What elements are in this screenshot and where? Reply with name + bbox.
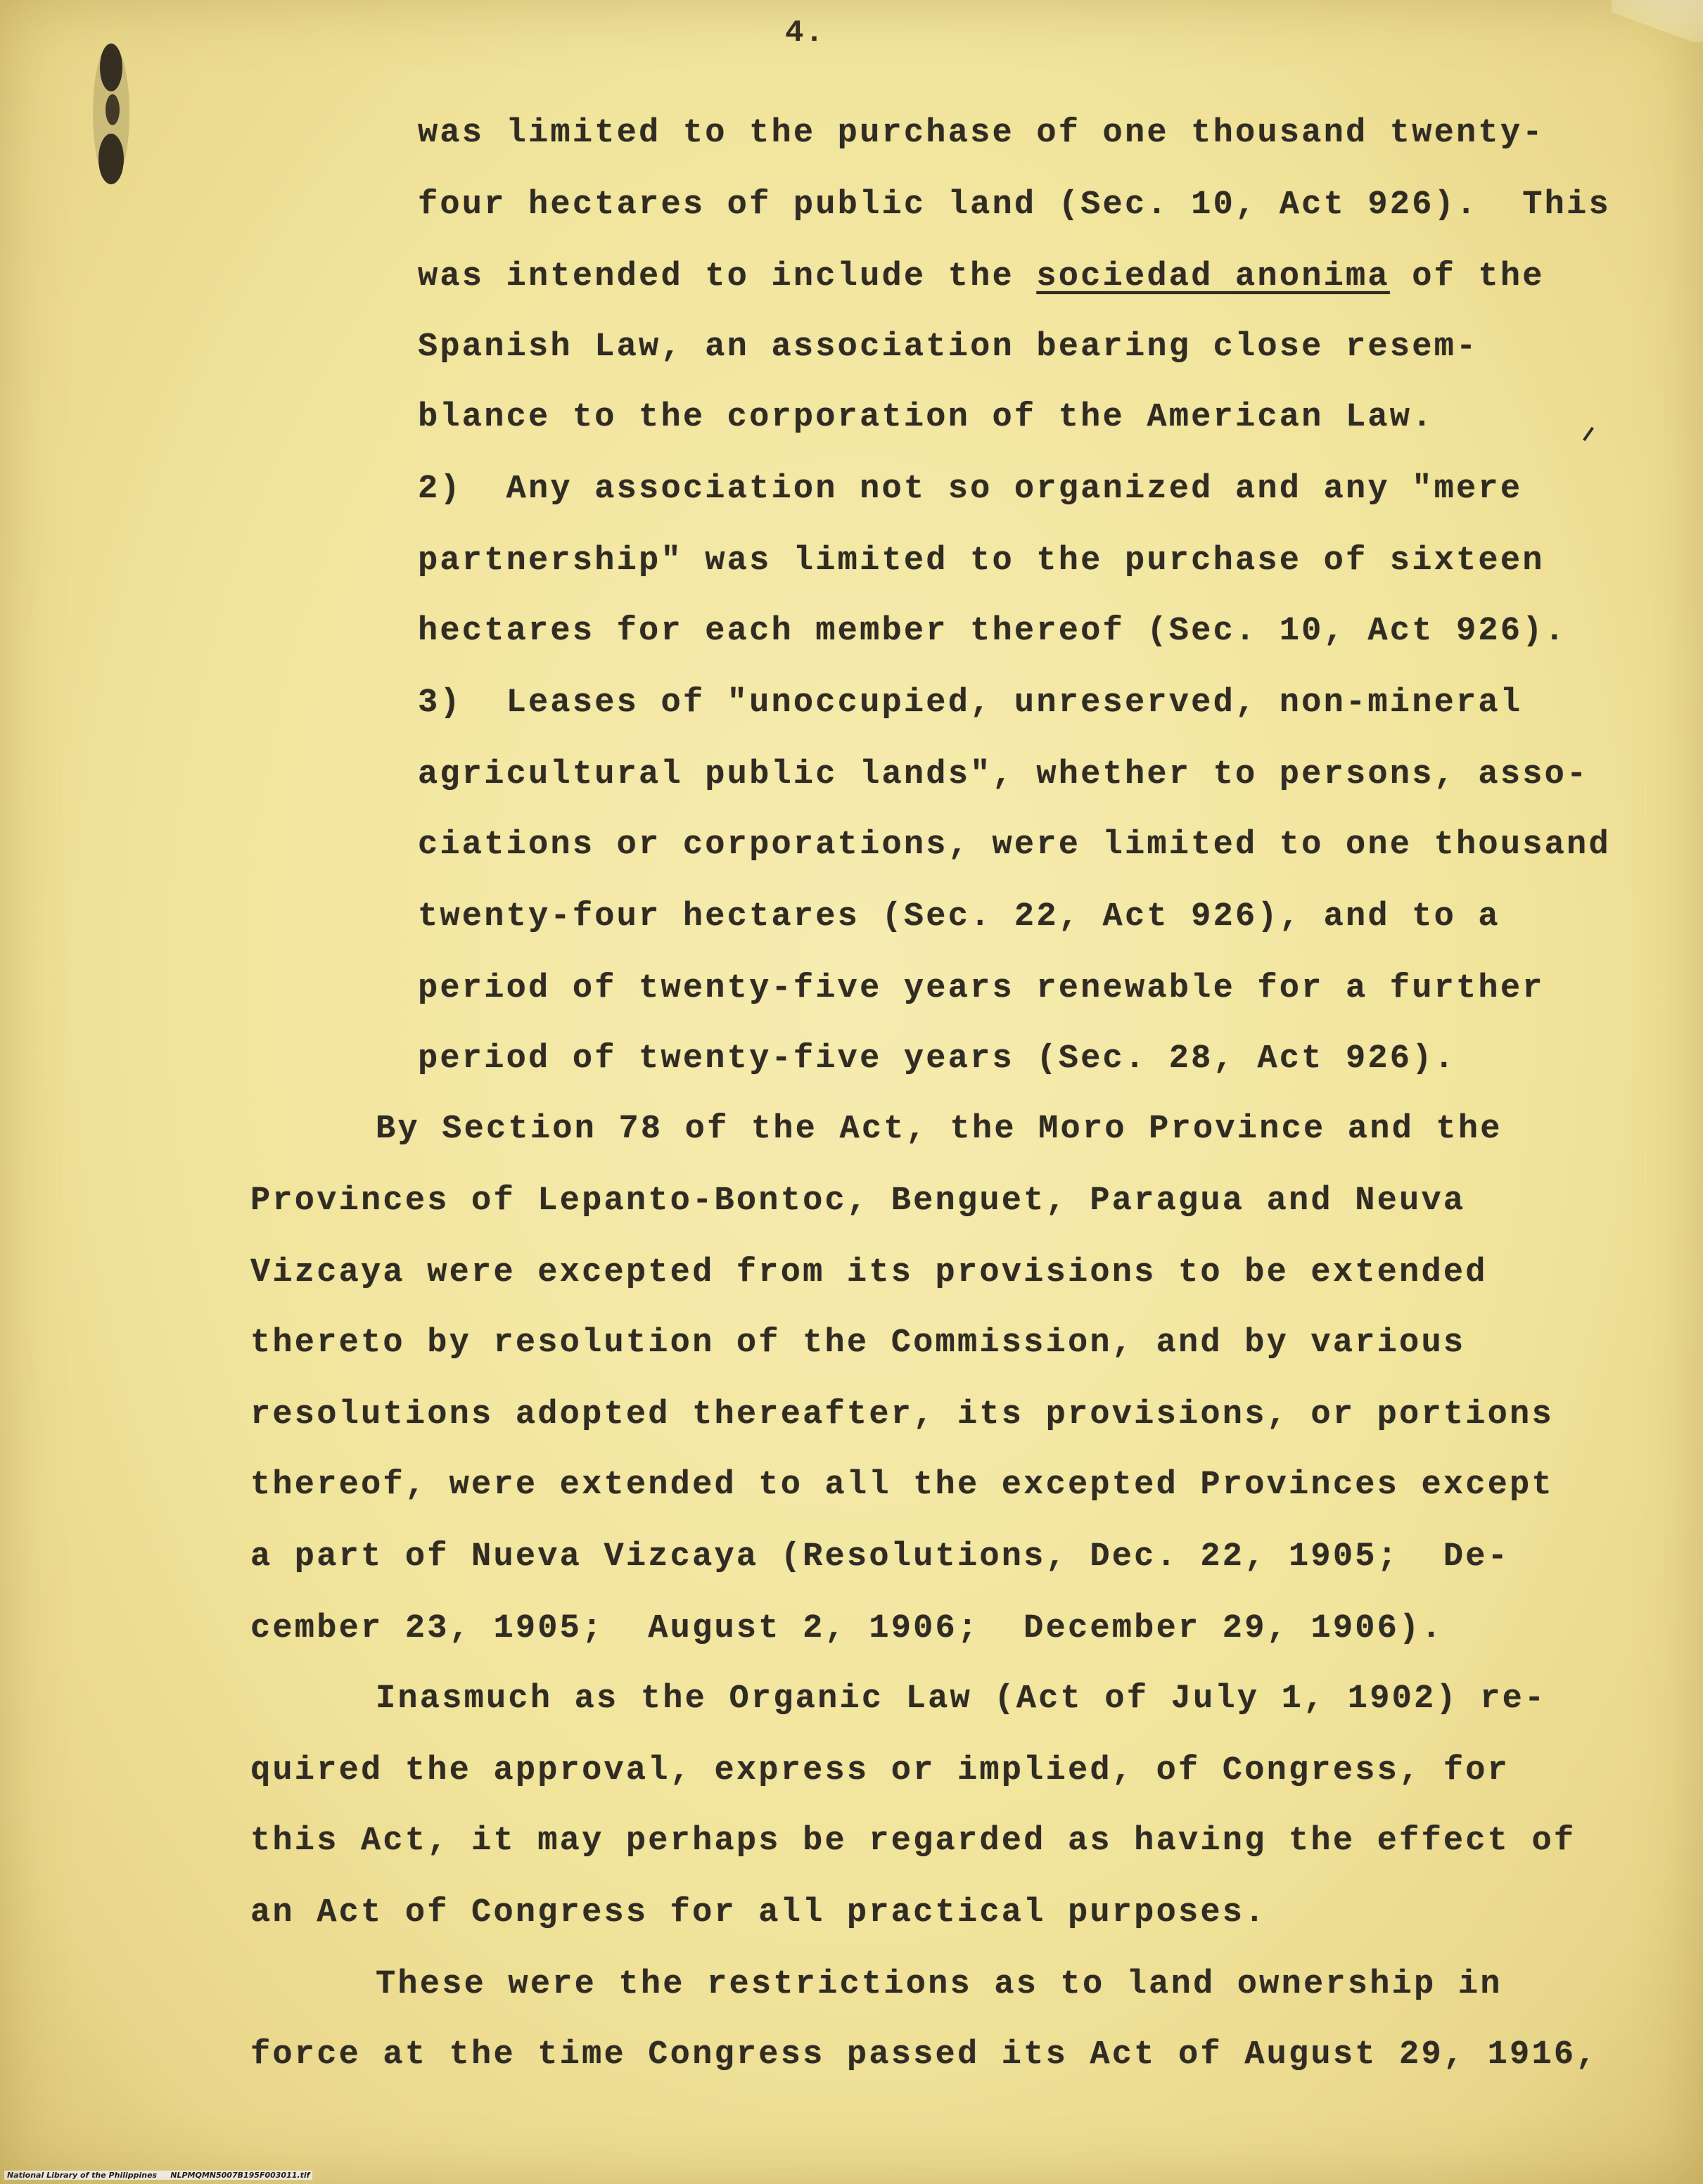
text-line: Vizcaya were excepted from its provisions to be extended [250,1254,1488,1291]
text-line: period of twenty-five years (Sec. 28, Act 926). [418,1040,1457,1078]
text-line: blance to the corporation of the American Law. [418,399,1434,436]
scan-footer [4,2171,312,2180]
text-line: hectares for each member thereof (Sec. 10, Act 926). [418,613,1567,650]
text-line: quired the approval, express or implied, of Congress, for [250,1752,1510,1789]
text-line: ciations or corporations, were limited to one thousand [418,826,1611,864]
text-line: this Act, it may perhaps be regarded as having the effect of [250,1822,1576,1860]
text-line: By Section 78 of the Act, the Moro Province and the [376,1111,1503,1148]
text-line: Spanish Law, an association bearing close resem- [418,328,1479,366]
text-span: was intended to include the [418,258,1037,295]
text-line: twenty-four hectares (Sec. 22, Act 926), and to a [418,898,1500,935]
text-line: an Act of Congress for all practical purposes. [250,1894,1267,1931]
text-line: was limited to the purchase of one thousand twenty- [418,115,1545,152]
text-line: thereto by resolution of the Commission, and by various [250,1324,1466,1362]
page-number: 4. [785,15,825,51]
library-name: National Library of the Philippines [7,2171,158,2180]
file-id: NLPMQMN5007B195F003011.tif [170,2171,310,2180]
text-line: a part of Nueva Vizcaya (Resolutions, Dec. 22, 1905; De- [250,1538,1510,1576]
text-line: Inasmuch as the Organic Law (Act of July 1, 1902) re- [376,1680,1547,1718]
paper-corner-fold [1612,0,1703,42]
text-line: partnership" was limited to the purchase of sixteen [418,542,1545,580]
text-line: 3) Leases of "unoccupied, unreserved, non-mineral [418,684,1523,722]
text-line: cember 23, 1905; August 2, 1906; December 29, 1906). [250,1610,1443,1647]
underlined-term: sociedad anonima [1036,258,1390,295]
binder-hole-mark [90,25,132,187]
text-line: 2) Any association not so organized and any "mere [418,471,1523,508]
text-line: four hectares of public land (Sec. 10, Act 926). This [418,186,1611,224]
text-line: force at the time Congress passed its Act of August 29, 1916, [250,2036,1598,2074]
margin-pen-mark [1583,427,1594,441]
text-line: agricultural public lands", whether to persons, asso- [418,756,1589,793]
text-line: thereof, were extended to all the excepted Provinces except [250,1467,1554,1504]
text-line: period of twenty-five years renewable for a further [418,970,1545,1007]
text-line: These were the restrictions as to land ownership in [376,1966,1503,2003]
text-line: Provinces of Lepanto-Bontoc, Benguet, Paragua and Neuva [250,1182,1466,1220]
text-span: of the [1389,258,1545,295]
text-line [418,256,1545,298]
text-line: resolutions adopted thereafter, its provisions, or portions [250,1396,1554,1433]
